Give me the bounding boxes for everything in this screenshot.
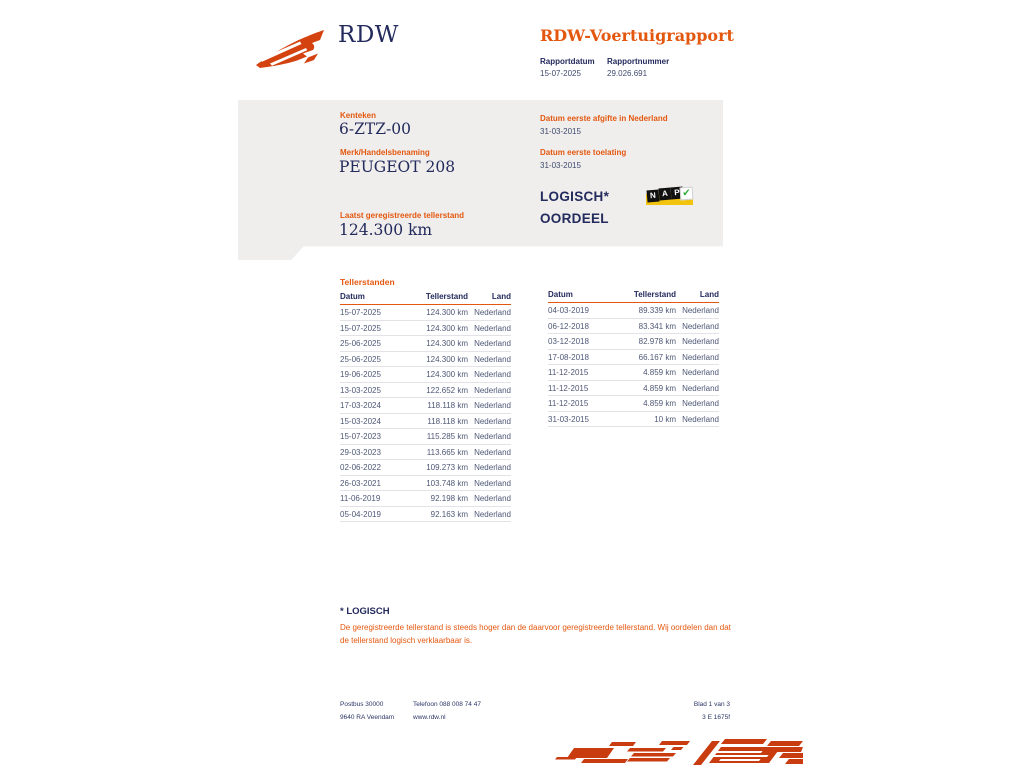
odometer-table-body	[548, 303, 719, 427]
eerste-afgifte-label: Datum eerste afgifte in Nederland	[540, 114, 668, 123]
table-cell: 11-12-2015	[548, 365, 610, 381]
table-row	[548, 411, 719, 427]
laatste-tellerstand-value: 124.300 km	[339, 221, 433, 239]
table-cell: 66.167 km	[610, 349, 676, 365]
report-number-label: Rapportnummer	[607, 57, 670, 66]
table-row	[340, 429, 511, 445]
table-cell: 29-03-2023	[340, 444, 402, 460]
table-cell: Nederland	[468, 320, 511, 336]
table-cell: 109.273 km	[402, 460, 468, 476]
table-cell: 15-03-2024	[340, 413, 402, 429]
table-row	[340, 320, 511, 336]
table-cell: 115.285 km	[402, 429, 468, 445]
report-title: RDW-Voertuigrapport	[540, 26, 734, 45]
table-row	[340, 305, 511, 321]
table-row	[548, 334, 719, 350]
table-cell: Nederland	[468, 506, 511, 522]
table-cell: 4.859 km	[610, 396, 676, 412]
footnote-text: De geregistreerde tellerstand is steeds hoger dan de daarvoor geregistreerde tellerstand. Wij oordelen dan dat de tellerstand logisch verklaarbaar is.	[340, 623, 731, 645]
table-cell: Nederland	[468, 305, 511, 321]
table-cell: 15-07-2025	[340, 320, 402, 336]
rdw-wing-logo-icon	[254, 27, 332, 69]
table-cell: 25-06-2025	[340, 351, 402, 367]
table-cell: 118.118 km	[402, 398, 468, 414]
table-row	[548, 349, 719, 365]
table-row	[340, 398, 511, 414]
table-cell: 83.341 km	[610, 318, 676, 334]
eerste-toelating-label: Datum eerste toelating	[540, 148, 627, 157]
table-cell: Nederland	[676, 411, 719, 427]
table-row	[340, 460, 511, 476]
table-row	[340, 413, 511, 429]
odometer-table	[340, 292, 511, 522]
table-row	[548, 380, 719, 396]
oordeel-text	[540, 186, 609, 230]
column-header-land: Land	[468, 292, 511, 305]
nap-logo	[646, 184, 696, 208]
table-row	[340, 382, 511, 398]
table-cell: 122.652 km	[402, 382, 468, 398]
table-cell: 11-06-2019	[340, 491, 402, 507]
eerste-toelating-value: 31-03-2015	[540, 161, 581, 170]
table-cell: 19-06-2025	[340, 367, 402, 383]
table-row	[340, 506, 511, 522]
table-cell: Nederland	[676, 303, 719, 319]
table-row	[340, 336, 511, 352]
footer-phone: Telefoon 088 008 74 47	[413, 701, 481, 708]
table-row	[340, 491, 511, 507]
table-cell: 02-06-2022	[340, 460, 402, 476]
table-row	[340, 351, 511, 367]
table-cell: Nederland	[468, 413, 511, 429]
table-cell: 124.300 km	[402, 367, 468, 383]
tellerstanden-table-right	[548, 290, 719, 427]
column-header-land: Land	[676, 290, 719, 303]
table-cell: 15-07-2025	[340, 305, 402, 321]
table-cell: 31-03-2015	[548, 411, 610, 427]
table-cell: 05-04-2019	[340, 506, 402, 522]
footer-website: www.rdw.nl	[413, 714, 446, 721]
footer-address-line1: Postbus 30000	[340, 701, 384, 708]
table-cell: 4.859 km	[610, 380, 676, 396]
merk-value: PEUGEOT 208	[339, 158, 456, 176]
tellerstanden-title: Tellerstanden	[340, 277, 395, 287]
table-row	[548, 303, 719, 319]
table-cell: 06-12-2018	[548, 318, 610, 334]
nap-check-icon: ✔	[680, 187, 694, 201]
footnote-title: * LOGISCH	[340, 606, 390, 617]
report-date-label: Rapportdatum	[540, 57, 595, 66]
tellerstanden-table-left	[340, 277, 511, 522]
table-cell: 17-08-2018	[548, 349, 610, 365]
eerste-afgifte-value: 31-03-2015	[540, 127, 581, 136]
table-cell: Nederland	[468, 351, 511, 367]
table-cell: Nederland	[468, 460, 511, 476]
table-cell: Nederland	[676, 396, 719, 412]
table-cell: 10 km	[610, 411, 676, 427]
table-cell: 124.300 km	[402, 336, 468, 352]
laatste-tellerstand-label: Laatst geregistreerde tellerstand	[340, 211, 465, 220]
report-date-value: 15-07-2025	[540, 69, 581, 78]
table-cell: 11-12-2015	[548, 396, 610, 412]
table-cell: 04-03-2019	[548, 303, 610, 319]
table-cell: 113.665 km	[402, 444, 468, 460]
table-cell: Nederland	[468, 444, 511, 460]
table-cell: 124.300 km	[402, 320, 468, 336]
table-cell: Nederland	[468, 475, 511, 491]
kenteken-label: Kenteken	[340, 111, 377, 120]
table-cell: Nederland	[676, 318, 719, 334]
table-cell: Nederland	[676, 365, 719, 381]
table-row	[548, 396, 719, 412]
table-cell: 124.300 km	[402, 351, 468, 367]
table-row	[548, 365, 719, 381]
table-cell: 124.300 km	[402, 305, 468, 321]
table-cell: 03-12-2018	[548, 334, 610, 350]
table-cell: Nederland	[468, 491, 511, 507]
oordeel-line1: LOGISCH*	[540, 189, 610, 204]
table-row	[340, 444, 511, 460]
nap-letter-n: N	[646, 189, 659, 202]
table-cell: 4.859 km	[610, 365, 676, 381]
table-cell: 25-06-2025	[340, 336, 402, 352]
merk-label: Merk/Handelsbenaming	[340, 148, 430, 157]
rdw-logo-text: RDW	[338, 22, 399, 48]
table-row	[548, 318, 719, 334]
nap-letter-p: P	[670, 186, 683, 199]
table-cell: Nederland	[468, 398, 511, 414]
table-cell: Nederland	[468, 336, 511, 352]
column-header-datum: Datum	[548, 290, 610, 303]
nap-letter-a: A	[658, 187, 671, 200]
table-cell: 11-12-2015	[548, 380, 610, 396]
column-header-tellerstand: Tellerstand	[402, 292, 468, 305]
table-cell: Nederland	[676, 380, 719, 396]
table-cell: 89.339 km	[610, 303, 676, 319]
column-header-datum: Datum	[340, 292, 402, 305]
vehicle-summary-panel	[238, 100, 723, 260]
table-row	[340, 367, 511, 383]
table-cell: Nederland	[468, 367, 511, 383]
table-row	[340, 475, 511, 491]
table-cell: Nederland	[676, 334, 719, 350]
table-cell: 92.198 km	[402, 491, 468, 507]
table-cell: 26-03-2021	[340, 475, 402, 491]
table-cell: 103.748 km	[402, 475, 468, 491]
table-cell: 118.118 km	[402, 413, 468, 429]
table-header-row	[548, 290, 719, 303]
table-cell: 17-03-2024	[340, 398, 402, 414]
footer-form-code: 3 E 1675f	[702, 714, 730, 721]
footer-address-line2: 9640 RA Veendam	[340, 714, 395, 721]
table-cell: Nederland	[676, 349, 719, 365]
report-number-value: 29.026.691	[607, 69, 648, 78]
table-cell: 92.163 km	[402, 506, 468, 522]
footer-page-indicator: Blad 1 van 3	[693, 701, 730, 708]
odometer-table-body	[340, 305, 511, 522]
odometer-table	[548, 290, 719, 427]
table-header-row	[340, 292, 511, 305]
column-header-tellerstand: Tellerstand	[610, 290, 676, 303]
rdw-stripes-graphic	[543, 736, 803, 768]
table-cell: 82.978 km	[610, 334, 676, 350]
table-cell: Nederland	[468, 382, 511, 398]
kenteken-value: 6-ZTZ-00	[339, 120, 411, 138]
oordeel-line2: OORDEEL	[540, 211, 609, 226]
table-cell: 15-07-2023	[340, 429, 402, 445]
table-cell: 13-03-2025	[340, 382, 402, 398]
table-cell: Nederland	[468, 429, 511, 445]
